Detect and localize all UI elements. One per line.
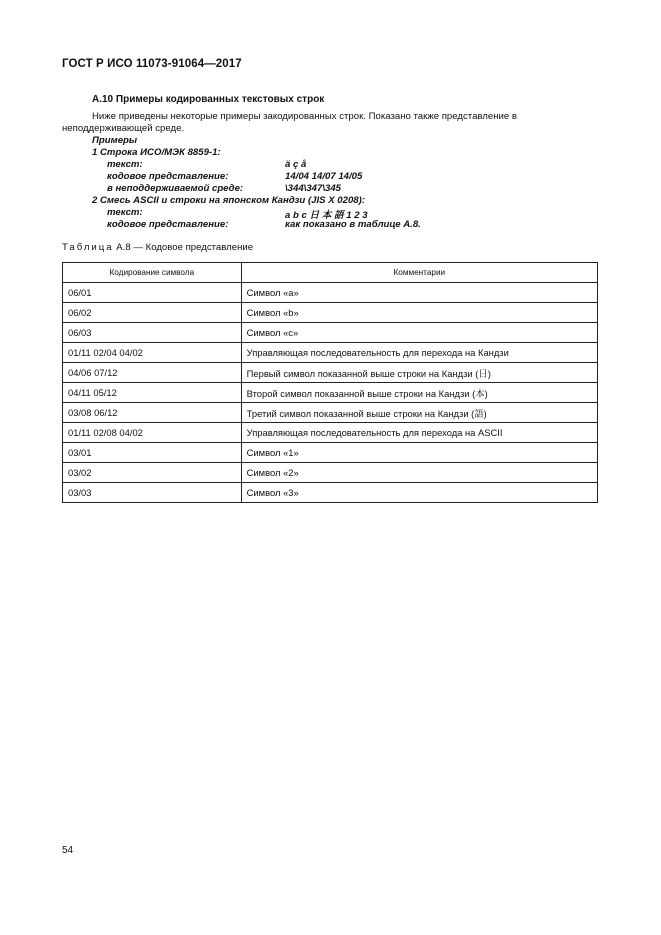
example-2-text-value: a b c 日 本 語 1 2 3 [285, 210, 368, 221]
table-caption-title: А.8 — Кодовое представление [113, 242, 254, 253]
code-representation-table [62, 262, 598, 503]
table-row [63, 403, 598, 423]
table-row [63, 423, 598, 443]
cell-comment: Символ «1» [241, 443, 597, 463]
table-row [63, 283, 598, 303]
example-1-text-value: ä ç å [285, 159, 307, 170]
cell-encoding: 06/01 [63, 283, 242, 303]
table-row [63, 443, 598, 463]
cell-encoding: 03/02 [63, 463, 242, 483]
table-row [63, 363, 598, 383]
table-caption [62, 242, 253, 253]
cell-encoding: 01/11 02/08 04/02 [63, 423, 242, 443]
document-header: ГОСТ Р ИСО 11073-91064—2017 [62, 58, 242, 70]
page-number: 54 [62, 845, 74, 856]
example-1-code-label: кодовое представление: [107, 171, 229, 182]
example-1-text-label: текст: [107, 159, 143, 170]
cell-encoding: 03/03 [63, 483, 242, 503]
table-caption-prefix: Таблица [62, 242, 114, 253]
table-row [63, 303, 598, 323]
table-row [63, 483, 598, 503]
cell-encoding: 06/02 [63, 303, 242, 323]
cell-comment: Первый символ показанной выше строки на Кандзи (日) [241, 363, 597, 383]
cell-comment: Символ «c» [241, 323, 597, 343]
table-row [63, 463, 598, 483]
cell-comment: Символ «a» [241, 283, 597, 303]
cell-encoding: 04/06 07/12 [63, 363, 242, 383]
example-2-code-value: как показано в таблице А.8. [285, 219, 421, 230]
table-header-row [63, 263, 598, 283]
column-header-comments: Комментарии [241, 263, 597, 283]
cell-comment: Управляющая последовательность для перехода на Кандзи [241, 343, 597, 363]
example-1-code-value: 14/04 14/07 14/05 [285, 171, 363, 182]
cell-comment: Третий символ показанной выше строки на Кандзи (語) [241, 403, 597, 423]
example-2-code-label: кодовое представление: [107, 219, 229, 230]
cell-encoding: 04/11 05/12 [63, 383, 242, 403]
cell-encoding: 03/08 06/12 [63, 403, 242, 423]
cell-encoding: 03/01 [63, 443, 242, 463]
example-1-title: 1 Строка ИСО/МЭК 8859-1: [92, 147, 221, 158]
cell-comment: Управляющая последовательность для перехода на ASCII [241, 423, 597, 443]
example-2-title: 2 Смесь ASCII и строки на японском Кандзи (JIS X 0208): [92, 195, 366, 206]
table-row [63, 383, 598, 403]
examples-heading: Примеры [92, 135, 138, 146]
example-2-text-label: текст: [107, 207, 143, 218]
table-row [63, 323, 598, 343]
example-1-unsupported-value: \344\347\345 [285, 183, 342, 194]
intro-paragraph: Ниже приведены некоторые примеры закодированных строк. Показано также представление в неподдерживающей среде. [62, 111, 517, 134]
cell-encoding: 06/03 [63, 323, 242, 343]
table-row [63, 343, 598, 363]
cell-comment: Символ «3» [241, 483, 597, 503]
cell-comment: Символ «2» [241, 463, 597, 483]
cell-comment: Символ «b» [241, 303, 597, 323]
section-title: А.10 Примеры кодированных текстовых строк [92, 94, 325, 105]
column-header-encoding: Кодирование символа [63, 263, 242, 283]
cell-encoding: 01/11 02/04 04/02 [63, 343, 242, 363]
example-1-unsupported-label: в неподдерживаемой среде: [107, 183, 244, 194]
cell-comment: Второй символ показанной выше строки на Кандзи (本) [241, 383, 597, 403]
